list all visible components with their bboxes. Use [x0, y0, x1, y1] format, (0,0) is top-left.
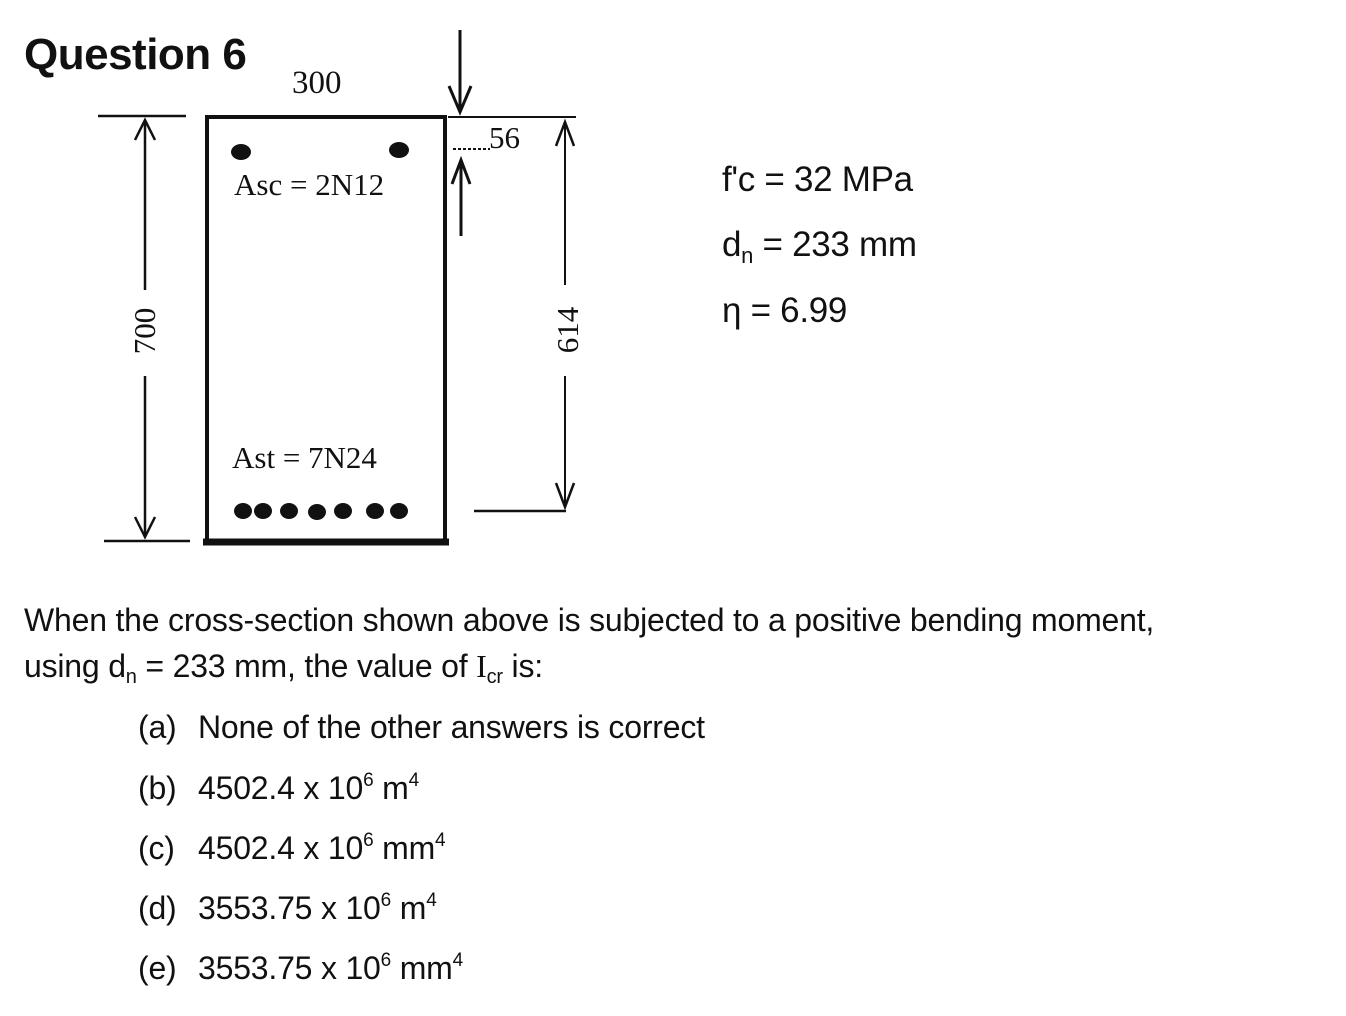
option-label: (a) — [138, 709, 177, 745]
dn-value: = 233 mm — [753, 225, 917, 264]
ast-label: Ast = 7N24 — [232, 440, 377, 475]
question-stem — [24, 597, 1324, 689]
tension-bar — [234, 503, 252, 519]
option-power: 6 — [380, 950, 392, 971]
option-unit: m — [373, 770, 409, 806]
stem-text: = 233 mm, the value of — [136, 648, 477, 684]
tension-bar — [366, 503, 384, 519]
option-b[interactable] — [138, 770, 419, 807]
option-c[interactable] — [138, 830, 445, 867]
stem-text: is: — [502, 648, 543, 684]
dn-symbol: d — [722, 225, 742, 264]
tension-bar — [308, 504, 326, 520]
option-label: (b) — [138, 770, 177, 806]
icr-symbol: $I_{cr}$ — [476, 648, 503, 688]
tension-bars — [234, 503, 408, 520]
concrete-strength: f'c = 32 MPa — [722, 160, 913, 199]
compression-bar — [389, 142, 409, 158]
stem-subscript: n — [125, 666, 137, 688]
option-unit-power: 4 — [435, 830, 446, 851]
option-unit: mm — [373, 830, 436, 866]
modular-ratio: η = 6.99 — [722, 291, 848, 330]
cover-label: 56 — [489, 120, 520, 155]
option-text: 4502.4 x 10 — [198, 770, 364, 806]
option-power: 6 — [363, 770, 374, 791]
asc-label: Asc = 2N12 — [234, 167, 385, 202]
effective-depth-label: 614 — [550, 306, 585, 354]
option-text: 3553.75 x 10 — [198, 950, 381, 986]
option-unit-power: 4 — [452, 950, 464, 971]
option-power: 6 — [363, 830, 374, 851]
tension-bar — [280, 503, 298, 519]
option-power: 6 — [380, 890, 392, 911]
option-unit: m — [391, 890, 427, 926]
option-a[interactable] — [138, 709, 705, 746]
option-text: None of the other answers is correct — [198, 709, 705, 745]
question-title: Question 6 — [24, 30, 247, 79]
option-label: (c) — [138, 830, 175, 866]
option-d[interactable] — [138, 890, 437, 927]
height-label: 700 — [127, 307, 162, 355]
tension-bar — [254, 503, 272, 519]
stem-line-2 — [24, 643, 1324, 689]
stem-line-1: When the cross-section shown above is subjected to a positive bending moment, — [24, 602, 1155, 638]
compression-bar — [231, 144, 251, 160]
option-unit: mm — [391, 950, 453, 986]
option-unit-power: 4 — [426, 890, 437, 911]
dn-subscript: n — [741, 243, 754, 268]
option-text: 3553.75 x 10 — [198, 890, 381, 926]
width-label: 300 — [292, 65, 342, 101]
stem-text: using d — [24, 648, 126, 684]
option-label: (d) — [138, 890, 177, 926]
load-arrow — [449, 30, 471, 112]
neutral-axis-depth — [722, 225, 917, 268]
option-text: 4502.4 x 10 — [198, 830, 364, 866]
tension-bar — [390, 503, 408, 519]
option-unit-power: 4 — [408, 770, 419, 791]
option-label: (e) — [138, 950, 177, 986]
option-e[interactable] — [138, 950, 463, 987]
tension-bar — [334, 503, 352, 519]
